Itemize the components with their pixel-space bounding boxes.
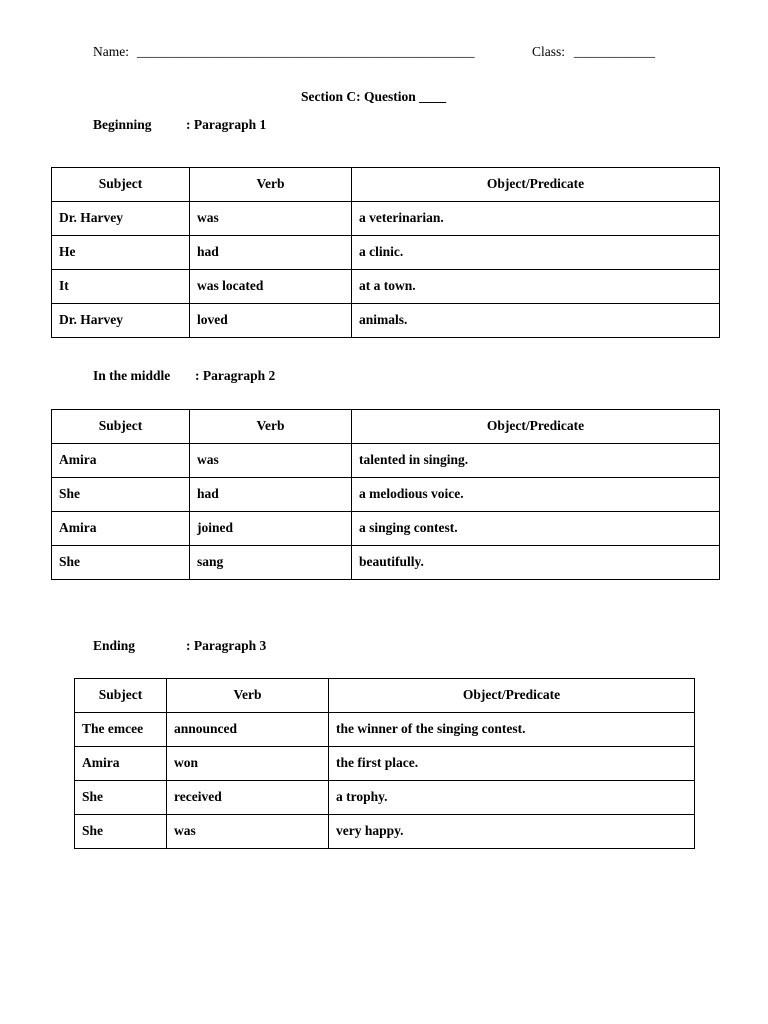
paragraph-3-table <box>74 678 695 849</box>
object-cell: a clinic. <box>352 236 720 270</box>
subject-cell: Dr. Harvey <box>52 202 190 236</box>
table-row <box>52 512 720 546</box>
class-field[interactable]: ____________ <box>574 44 655 59</box>
subject-cell: She <box>75 781 167 815</box>
column-header-subject: Subject <box>52 410 190 444</box>
table-row <box>52 444 720 478</box>
column-header-verb: Verb <box>167 679 329 713</box>
subject-cell: Amira <box>52 444 190 478</box>
paragraph-3-title: : Paragraph 3 <box>186 638 267 653</box>
subject-cell: Amira <box>75 747 167 781</box>
table-row <box>75 713 695 747</box>
verb-cell: announced <box>167 713 329 747</box>
table-row <box>52 236 720 270</box>
subject-cell: Dr. Harvey <box>52 304 190 338</box>
class-label: Class: <box>532 44 566 59</box>
column-header-subject: Subject <box>52 168 190 202</box>
object-cell: the winner of the singing contest. <box>329 713 695 747</box>
verb-cell: was located <box>190 270 352 304</box>
verb-cell: had <box>190 478 352 512</box>
paragraph-1-label: Beginning <box>93 117 152 132</box>
section-title: Section C: Question ____ <box>301 89 447 104</box>
subject-cell: She <box>52 478 190 512</box>
object-cell: animals. <box>352 304 720 338</box>
verb-cell: was <box>190 202 352 236</box>
verb-cell: received <box>167 781 329 815</box>
column-header-verb: Verb <box>190 410 352 444</box>
object-cell: the first place. <box>329 747 695 781</box>
verb-cell: joined <box>190 512 352 546</box>
object-cell: a melodious voice. <box>352 478 720 512</box>
column-header-object: Object/Predicate <box>352 410 720 444</box>
paragraph-2-label: In the middle <box>93 368 171 383</box>
object-cell: a singing contest. <box>352 512 720 546</box>
subject-cell: The emcee <box>75 713 167 747</box>
column-header-object: Object/Predicate <box>329 679 695 713</box>
table-header-row <box>52 168 720 202</box>
table-row <box>75 747 695 781</box>
verb-cell: was <box>190 444 352 478</box>
object-cell: a veterinarian. <box>352 202 720 236</box>
verb-cell: won <box>167 747 329 781</box>
table-row <box>75 781 695 815</box>
paragraph-3-label: Ending <box>93 638 136 653</box>
verb-cell: was <box>167 815 329 849</box>
table-row <box>52 478 720 512</box>
name-label: Name: <box>93 44 129 59</box>
table-header-row <box>52 410 720 444</box>
subject-cell: She <box>75 815 167 849</box>
table-row <box>52 270 720 304</box>
table-row <box>52 304 720 338</box>
object-cell: at a town. <box>352 270 720 304</box>
object-cell: a trophy. <box>329 781 695 815</box>
object-cell: talented in singing. <box>352 444 720 478</box>
subject-cell: She <box>52 546 190 580</box>
paragraph-2-title: : Paragraph 2 <box>195 368 276 383</box>
table-row <box>52 546 720 580</box>
paragraph-2-table <box>51 409 720 580</box>
verb-cell: loved <box>190 304 352 338</box>
name-field[interactable]: __________________________________________________ <box>137 44 475 59</box>
verb-cell: sang <box>190 546 352 580</box>
subject-cell: He <box>52 236 190 270</box>
table-row <box>52 202 720 236</box>
verb-cell: had <box>190 236 352 270</box>
column-header-object: Object/Predicate <box>352 168 720 202</box>
table-header-row <box>75 679 695 713</box>
table-row <box>75 815 695 849</box>
paragraph-1-title: : Paragraph 1 <box>186 117 267 132</box>
column-header-subject: Subject <box>75 679 167 713</box>
paragraph-1-table <box>51 167 720 338</box>
column-header-verb: Verb <box>190 168 352 202</box>
subject-cell: Amira <box>52 512 190 546</box>
object-cell: very happy. <box>329 815 695 849</box>
object-cell: beautifully. <box>352 546 720 580</box>
subject-cell: It <box>52 270 190 304</box>
